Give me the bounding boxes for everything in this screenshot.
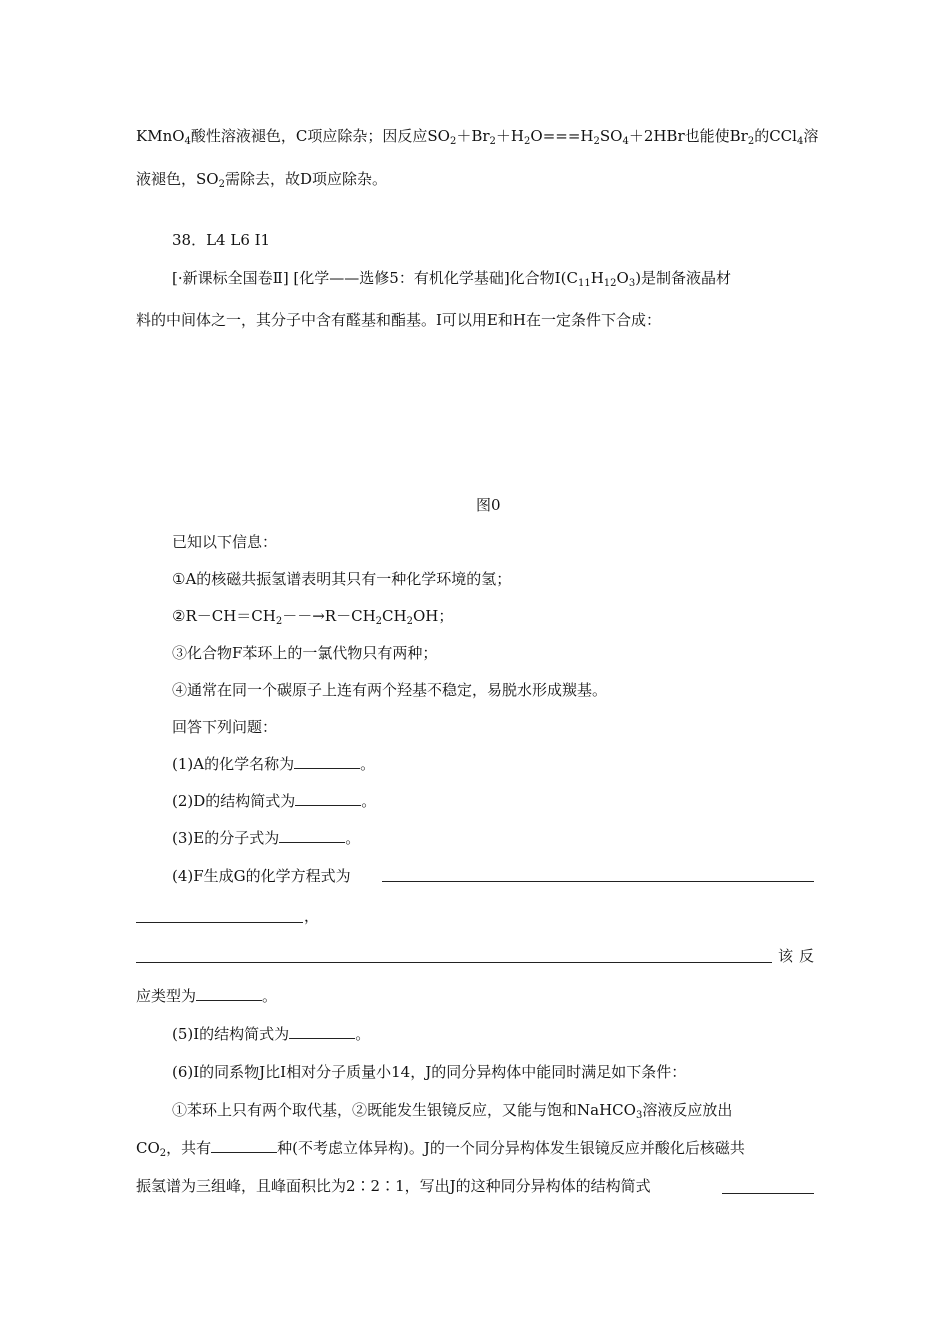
figure-caption: 图0 (476, 496, 501, 514)
text-span: 。 (361, 792, 377, 810)
subscript: 2 (159, 1148, 167, 1159)
text-span: 。 (262, 987, 278, 1005)
text-span: KMnO (136, 127, 185, 145)
text-span: 溶 (803, 127, 819, 145)
known-info-heading: 已知以下信息： (172, 533, 278, 551)
text-span: (4)F生成G的化学方程式为 (172, 867, 351, 885)
subscript: 2 (524, 136, 531, 147)
question-number: 38．L4 L6 I1 (172, 231, 271, 249)
figure-area (136, 345, 816, 485)
info-item-4: ④通常在同一个碳原子上连有两个羟基不稳定，易脱水形成羰基。 (172, 681, 608, 699)
answer-blank[interactable] (136, 922, 303, 923)
text-span: ＋H (495, 127, 525, 145)
question-6-line-2 (172, 1100, 732, 1120)
subscript: 4 (622, 136, 629, 147)
info-item-3: ③化合物F苯环上的一氯代物只有两种； (172, 644, 438, 662)
question-6-line-3 (136, 1138, 745, 1158)
answer-blank[interactable] (211, 1138, 277, 1153)
text-span: 。 (355, 1025, 371, 1043)
text-span: )是制备液晶材 (635, 269, 732, 287)
answer-blank[interactable] (279, 828, 345, 843)
question-3 (172, 828, 360, 848)
subscript: 2 (375, 616, 383, 627)
text-span: －－→R－CH (282, 607, 376, 625)
question-5 (172, 1024, 370, 1044)
info-item-2 (172, 606, 453, 626)
answer-blank[interactable] (196, 986, 262, 1001)
text-span: CO (136, 1139, 160, 1157)
question-6-line-1: (6)I的同系物J比I相对分子质量小14，J的同分异构体中能同时满足如下条件： (172, 1063, 687, 1081)
text-span: OH； (412, 607, 454, 625)
text-span: ＋2HBr也能使Br (628, 127, 748, 145)
subscript: 2 (489, 136, 496, 147)
question-4 (172, 866, 351, 886)
text-span: (5)I的结构简式为 (172, 1025, 290, 1043)
subscript: 2 (406, 616, 413, 627)
text-span: 振氢谱为三组峰，且峰面积比为2∶2∶1，写出J的这种同分异构体的结构简式 (136, 1177, 651, 1195)
prev-explanation-line-2 (136, 169, 387, 189)
text-span: 。 (360, 755, 376, 773)
text-span: 酸性溶液褪色，C项应除杂；因反应SO (190, 127, 450, 145)
question-4-comma: ， (304, 907, 320, 925)
text-span: O (616, 269, 629, 287)
question-intro-line-2: 料的中间体之一，其分子中含有醛基和酯基。I可以用E和H在一定条件下合成： (136, 311, 661, 329)
answer-blank[interactable] (294, 754, 360, 769)
text-span: ②R－CH＝CH (172, 607, 276, 625)
answer-blank[interactable] (289, 1024, 355, 1039)
answer-heading: 回答下列问题： (172, 718, 278, 736)
text-span: 需除去，故D项应除杂。 (224, 170, 387, 188)
text-span: ，共有 (166, 1139, 212, 1157)
text-span: (3)E的分子式为 (172, 829, 280, 847)
subscript: 12 (603, 278, 617, 289)
question-2 (172, 791, 376, 811)
info-item-1: ①A的核磁共振氢谱表明其只有一种化学环境的氢； (172, 570, 512, 588)
subscript: 11 (577, 278, 591, 289)
text-span: 的CCl (754, 127, 797, 145)
subscript: 4 (184, 136, 191, 147)
text-span: ①苯环上只有两个取代基，②既能发生银镜反应，又能与饱和NaHCO (172, 1101, 636, 1119)
text-span: (2)D的结构简式为 (172, 792, 296, 810)
subscript: 3 (628, 278, 636, 289)
subscript: 2 (593, 136, 600, 147)
text-span: 溶液反应放出 (642, 1101, 733, 1119)
text-span: SO (599, 127, 623, 145)
prev-explanation-line-1 (136, 126, 818, 146)
subscript: 2 (449, 136, 457, 147)
text-span: 液褪色，SO (136, 170, 219, 188)
text-span: O===H (530, 127, 594, 145)
question-6-line-4 (136, 1176, 651, 1196)
answer-blank[interactable] (722, 1193, 814, 1194)
subscript: 2 (275, 616, 283, 627)
text-span: CH (382, 607, 407, 625)
question-4-reaction-tail: 该反 (778, 947, 821, 965)
subscript: 2 (747, 136, 755, 147)
question-intro-line-1 (172, 268, 731, 288)
question-4-reaction-type (136, 986, 277, 1006)
text-span: [·新课标全国卷Ⅱ] [化学——选修5：有机化学基础]化合物I(C (172, 269, 578, 287)
answer-blank[interactable] (382, 881, 814, 882)
text-span: 种(不考虑立体异构)。J的一个同分异构体发生银镜反应并酸化后核磁共 (277, 1139, 745, 1157)
text-span: (1)A的化学名称为 (172, 755, 295, 773)
text-span: ＋Br (456, 127, 490, 145)
text-span: H (590, 269, 604, 287)
question-1 (172, 754, 375, 774)
text-span: 。 (345, 829, 361, 847)
subscript: 4 (796, 136, 804, 147)
answer-blank[interactable] (295, 791, 361, 806)
subscript: 3 (635, 1110, 643, 1121)
text-span: 应类型为 (136, 987, 197, 1005)
answer-blank[interactable] (136, 962, 772, 963)
subscript: 2 (218, 179, 225, 190)
